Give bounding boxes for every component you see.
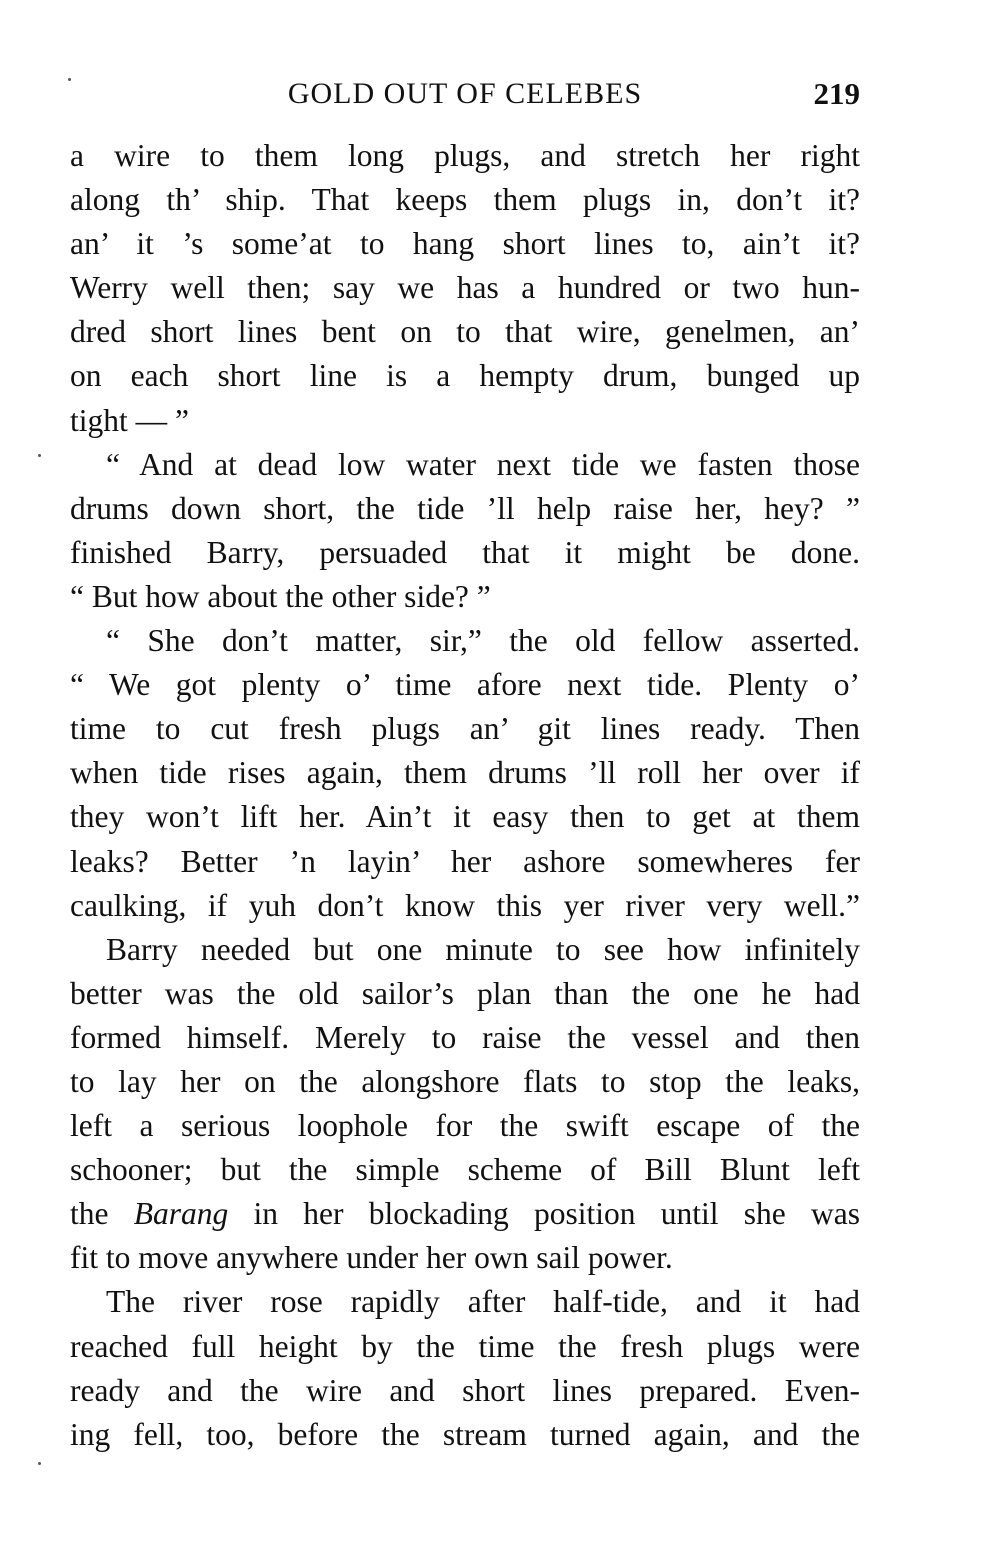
text-line: fit to move anywhere under her own sail power. xyxy=(70,1240,673,1276)
text-line: “ But how about the other side? ” xyxy=(70,578,491,614)
page-number: 219 xyxy=(813,76,860,111)
text-line: The river rose rapidly after half-tide, and it had xyxy=(106,1284,860,1320)
text-line: ready and the wire and short lines prepared. Even- xyxy=(70,1372,860,1408)
text-line: they won’t lift her. Ain’t it easy then to get at them xyxy=(70,799,860,835)
running-title: GOLD OUT OF CELEBES xyxy=(287,77,643,110)
scan-speck xyxy=(38,454,41,457)
line-text-after: in her blockading position until she was xyxy=(228,1196,860,1232)
text-line: an’ it ’s some’at to hang short lines to, ain’t it? xyxy=(70,226,860,262)
running-head xyxy=(70,72,860,116)
text-line: Werry well then; say we has a hundred or two hun- xyxy=(70,270,860,306)
text-line xyxy=(70,1192,860,1236)
text-line: ing fell, too, before the stream turned again, and the xyxy=(70,1416,860,1452)
text-line: time to cut fresh plugs an’ git lines ready. Then xyxy=(70,711,860,747)
text-line: left a serious loophole for the swift escape of the xyxy=(70,1108,860,1144)
scan-speck xyxy=(38,1462,41,1465)
text-line: better was the old sailor’s plan than the one he had xyxy=(70,975,860,1011)
text-line: formed himself. Merely to raise the vessel and then xyxy=(70,1019,860,1055)
text-line: schooner; but the simple scheme of Bill Blunt left xyxy=(70,1152,860,1188)
text-line: “ We got plenty o’ time afore next tide. Plenty o’ xyxy=(70,667,860,703)
text-line: dred short lines bent on to that wire, genelmen, an’ xyxy=(70,314,860,350)
text-line: leaks? Better ’n layin’ her ashore somewheres fer xyxy=(70,843,860,879)
text-line: “ She don’t matter, sir,” the old fellow asserted. xyxy=(106,623,860,659)
body-text xyxy=(70,134,860,1457)
text-line: finished Barry, persuaded that it might be done. xyxy=(70,534,860,570)
text-line: on each short line is a hempty drum, bunged up xyxy=(70,358,860,394)
text-line: tight — ” xyxy=(70,402,189,438)
scan-speck xyxy=(68,78,71,81)
text-line: along th’ ship. That keeps them plugs in, don’t it? xyxy=(70,182,860,218)
text-line: drums down short, the tide ’ll help raise her, hey? ” xyxy=(70,490,860,526)
text-line: Barry needed but one minute to see how infinitely xyxy=(106,931,860,967)
ship-name-italic: Barang xyxy=(133,1196,229,1232)
text-line: “ And at dead low water next tide we fasten those xyxy=(106,446,860,482)
line-text-before: the xyxy=(70,1196,134,1232)
text-line: a wire to them long plugs, and stretch her right xyxy=(70,138,860,173)
text-line: reached full height by the time the fresh plugs were xyxy=(70,1328,860,1364)
text-line: to lay her on the alongshore flats to stop the leaks, xyxy=(70,1063,860,1099)
text-line: caulking, if yuh don’t know this yer river very well.” xyxy=(70,887,860,923)
text-line: when tide rises again, them drums ’ll roll her over if xyxy=(70,755,860,791)
